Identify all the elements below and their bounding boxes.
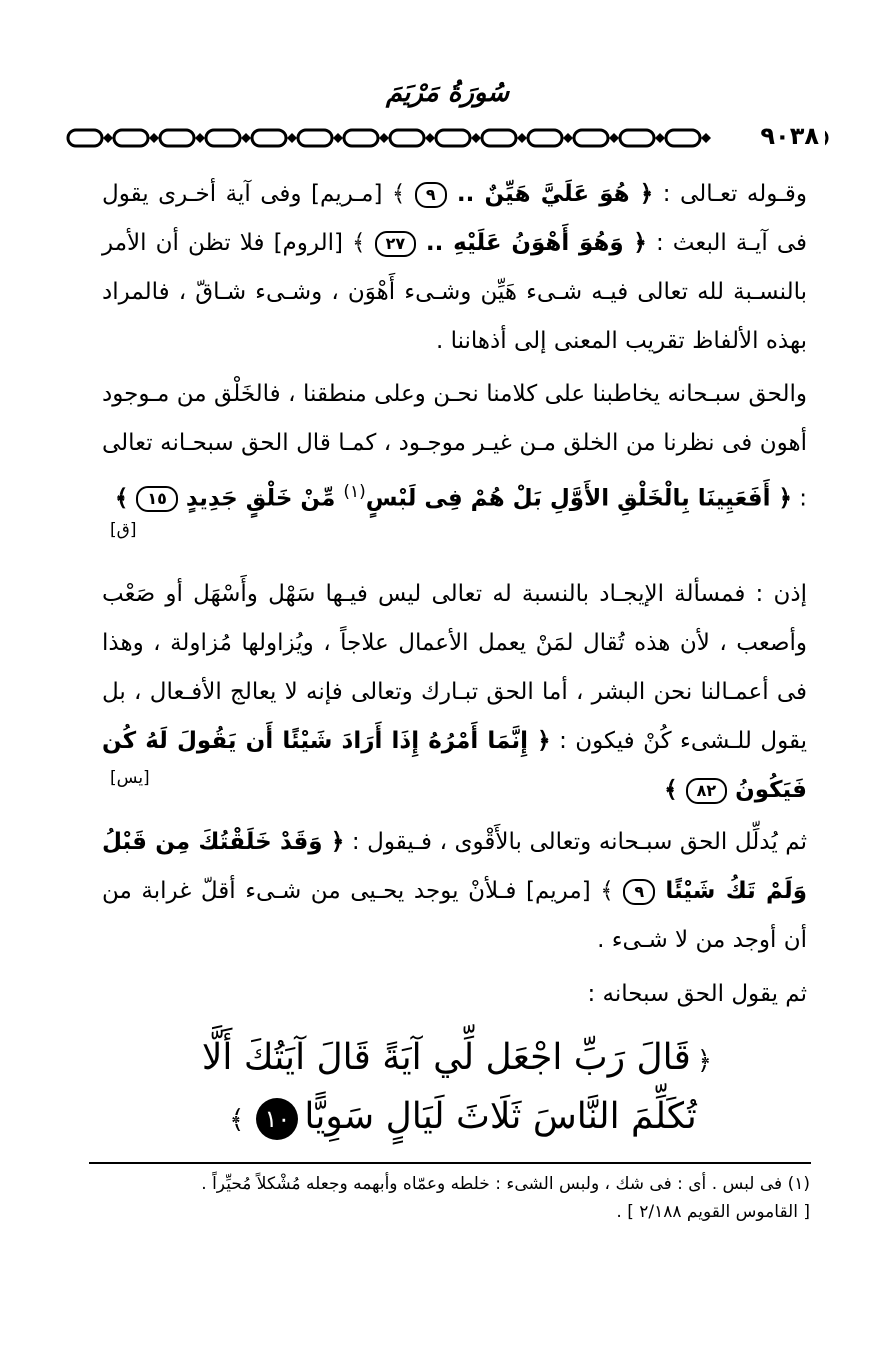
- chain-diamond-12: [655, 133, 665, 143]
- page-header-title: سُورَةُ مَرْيَمَ: [385, 78, 510, 108]
- footnote-separator: [89, 1162, 811, 1164]
- footnote-line-2: [ القاموس القويم ٢/١٨٨ ] .: [616, 1202, 810, 1222]
- quran-line-2-text: تُكَلِّمَ النَّاسَ ثَلَاثَ لَيَالٍ سَوِيًّا: [304, 1096, 697, 1137]
- chain-diamond-5: [333, 133, 343, 143]
- p4-ayah-number: ٩: [623, 879, 655, 905]
- p1-text-r1: ﴾ [مـريم] وفى آية أخـرى يقول فى آيـة البعث :: [102, 181, 807, 256]
- p2-ayah-number: ١٥: [136, 486, 178, 512]
- chain-ornament: [62, 120, 832, 156]
- p1-text-a: وقـوله تعـالى :: [653, 181, 807, 207]
- verse-open-ornament: ﴿: [696, 1046, 713, 1076]
- chain-diamond-7: [425, 133, 435, 143]
- page-number: ٩٠٣٨: [754, 121, 825, 151]
- chain-link-13: [666, 130, 700, 146]
- verse-ayah-number: ١٠: [256, 1098, 298, 1140]
- footnote: [100, 1170, 810, 1226]
- chain-link-8: [436, 130, 470, 146]
- chain-link-0: [68, 130, 102, 146]
- p2-sura-tag: [ق]: [110, 520, 137, 540]
- p3-text-a: إذن : فمسألة الإيجـاد بالنسبة له تعالى ليس فيـها سَهْل وأَسْهَل أو صَعْب وأصعب ، لأن هذه تُقال لمَنْ يعمل الأعمال علاجاً ، ويُزاولها مُزاولة ، وهذا فى أعمـالنا نحن البشر ، أما الحق تبـارك وتعالى فإنه لا يعالج الأفـعال ، بل يقول للـشىء كُنْ فيكون :: [102, 581, 808, 754]
- verse-close-ornament: ﴾: [229, 1105, 245, 1135]
- p4-text-r: ﴾ [مريم] فـلأنْ يوجد يحـيى من شـىء أقلّ غرابة من أن أوجد من لا شـىء .: [102, 878, 807, 953]
- chain-link-2: [160, 130, 194, 146]
- p2-text-a: والحق سبـحانه يخاطبنا على كلامنا نحـن وعلى منطقنا ، فالخَلْق من مـوجود أهون فى نظرنا من الخلق مـن غيـر موجـود ، كمـا قال الحق سبحـانه تعالى :: [102, 381, 807, 512]
- chain-link-3: [206, 130, 240, 146]
- chain-diamond-13: [701, 133, 711, 143]
- paragraph-1: [102, 170, 807, 366]
- decorative-chain-divider: [62, 120, 832, 156]
- p3-close-bracket: ﴾: [664, 777, 686, 803]
- p1-quran-1: ﴿ هُوَ عَلَيَّ هَيِّنٌ ..: [446, 181, 654, 207]
- chain-link-5: [298, 130, 332, 146]
- p3-sura-tag: [يس]: [110, 768, 150, 788]
- chain-diamond-6: [379, 133, 389, 143]
- p1-ayah-number-1: ٩: [415, 182, 447, 208]
- quran-line-2: [160, 1089, 760, 1148]
- chain-diamond-11: [609, 133, 619, 143]
- footnote-marker: (١): [343, 482, 366, 502]
- chain-diamond-3: [241, 133, 251, 143]
- quran-verse-block: [160, 1030, 760, 1148]
- p3-quran: ﴿ إِنَّمَا أَمْرُهُ إِذَا أَرَادَ شَيْئًا أَن يَقُولَ لَهُ كُن فَيَكُونُ: [102, 728, 807, 803]
- p1-quran-2: ﴿ وَهُوَ أَهْوَنُ عَلَيْهِ ..: [416, 230, 647, 256]
- p2-close-bracket: ﴾: [114, 485, 137, 512]
- p4-text-a: ثم يُدلِّل الحق سبـحانه وتعالى بالأَقْوى ، فـيقول :: [344, 829, 808, 855]
- p3-ayah-number: ٨٢: [686, 778, 728, 804]
- chain-diamond-9: [517, 133, 527, 143]
- chain-link-9: [482, 130, 516, 146]
- paragraph-2: [102, 370, 807, 524]
- p1-ayah-number-2: ٢٧: [375, 231, 417, 257]
- p2-quran-b: مِّنْ خَلْقٍ جَدِيدٍ: [177, 485, 344, 512]
- footnote-line-1: (١) فى لبس . أى : فى شك ، ولبس الشىء : خلطه وعمّاه وأبهمه وجعله مُشْكلاً مُحيِّراً .: [201, 1174, 810, 1194]
- chain-diamond-4: [287, 133, 297, 143]
- chain-link-11: [574, 130, 608, 146]
- chain-diamond-1: [149, 133, 159, 143]
- chain-diamond-2: [195, 133, 205, 143]
- quran-line-1: [160, 1030, 760, 1089]
- paragraph-4: [102, 818, 807, 965]
- p1-text-r2: ﴾ [الروم] فلا تظن أن الأمر بالنسـبة لله تعالى فيـه شـىء هَيِّن وشـىء أَهْوَن ، وشـىء شـاقّ ، فالمراد بهذه الألفاظ تقريب المعنى إلى أذهاننا .: [102, 230, 807, 354]
- paragraph-5: [102, 970, 807, 1019]
- chain-link-12: [620, 130, 654, 146]
- chain-link-7: [390, 130, 424, 146]
- p5-text-a: ثم يقول الحق سبحانه :: [587, 981, 807, 1007]
- chain-link-10: [528, 130, 562, 146]
- chain-diamond-0: [103, 133, 113, 143]
- p2-quran: ﴿ أَفَعَيِينَا بِالْخَلْقِ الأَوَّلِ بَلْ هُمْ فِى لَبْسٍ: [365, 485, 792, 512]
- quran-line-1-text: قَالَ رَبِّ اجْعَل لِّي آيَةً قَالَ آيَتُكَ أَلَّا: [201, 1037, 691, 1078]
- paragraph-3: [102, 570, 807, 815]
- chain-diamond-10: [563, 133, 573, 143]
- chain-diamond-8: [471, 133, 481, 143]
- chain-link-1: [114, 130, 148, 146]
- chain-link-4: [252, 130, 286, 146]
- p4-quran: ﴿ وَقَدْ خَلَقْتُكَ مِن قَبْلُ وَلَمْ تَكُ شَيْئًا: [102, 829, 807, 904]
- chain-link-6: [344, 130, 378, 146]
